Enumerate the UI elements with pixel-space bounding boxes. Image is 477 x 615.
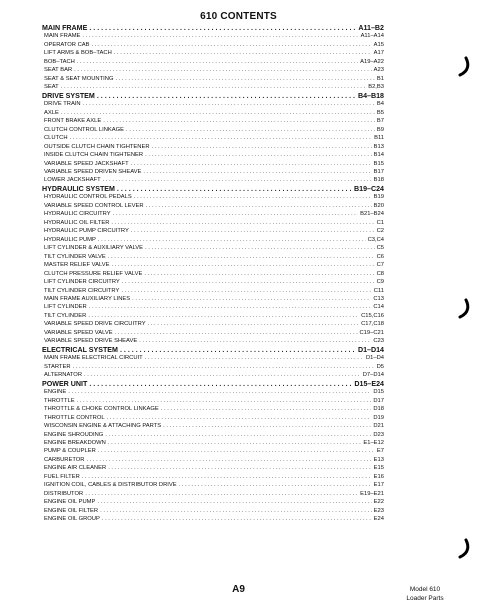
toc-entry-label: THROTTLE [44,397,75,404]
toc-page-ref: B15 [373,160,384,167]
toc-leader-dots [77,58,358,66]
toc-entry-label: TILT CYLINDER [44,312,87,319]
toc-leader-dots [74,66,372,74]
toc-entry-label: ALTERNATOR [44,372,83,379]
toc-page-ref: E22 [373,499,384,506]
toc-entry-label: CLUTCH CONTROL LINKAGE [44,126,124,133]
binding-hole-mark [457,538,471,560]
toc-page-ref: E1–E12 [363,439,384,446]
toc-page-ref: A17 [373,50,384,57]
toc-leader-dots [117,185,352,193]
toc-entry-label: HYDRAULIC CIRCUITRY [44,211,111,218]
toc-entry [42,337,384,345]
toc-leader-dots [105,431,371,439]
toc-entry-label: HYDRAULIC SYSTEM [42,184,115,193]
toc-page-ref: D17 [373,397,384,404]
toc-leader-dots [148,320,360,328]
toc-page-ref: B17 [373,168,384,175]
toc-leader-dots [179,481,372,489]
toc-page-ref: E15 [373,465,384,472]
toc-entry-label: BOB–TACH [44,58,75,65]
binding-hole-mark [457,56,471,78]
toc-entry [42,143,384,151]
toc-entry [42,405,384,413]
toc-leader-dots [70,134,373,142]
toc-entry-label: PUMP & COUPLER [44,448,96,455]
toc-entry-label: CARBURETOR [44,456,85,463]
toc-leader-dots [82,32,358,40]
toc-page-ref: C13 [373,296,384,302]
toc-page-ref: E23 [373,507,384,514]
toc-leader-dots [61,83,366,91]
toc-entry-label: LIFT CYLINDER & AUXILIARY VALVE [44,245,144,252]
toc-entry-label: ENGINE SHROUDING [44,431,104,438]
toc-entry-label: SEAT & SEAT MOUNTING [44,75,114,82]
toc-page-ref: D15–E24 [354,379,384,388]
toc-entry-label: TILT CYLINDER CIRCUITRY [44,287,120,294]
toc-page-ref: B20 [373,202,384,209]
toc-leader-dots [163,422,371,430]
toc-entry [42,439,384,447]
toc-entry-label: MAIN FRAME [42,24,88,32]
toc-entry [42,464,384,472]
toc-page-ref: B4–B18 [357,91,384,100]
toc-section-heading [42,346,384,354]
toc-page-ref: A15 [373,41,384,48]
toc-leader-dots [152,143,372,151]
toc-page-ref: B19–C24 [354,184,384,193]
toc-leader-dots [98,447,375,455]
toc-entry-label: LIFT CYLINDER CIRCUITRY [44,279,120,286]
toc-leader-dots [139,337,371,345]
toc-entry-label: FUEL FILTER [44,473,80,480]
toc-entry [42,75,384,83]
toc-entry-label: ENGINE BREAKDOWN [44,439,106,446]
toc-entry-label: POWER UNIT [42,379,88,388]
toc-entry-label: ENGINE OIL GROUP [44,516,100,523]
toc-entry [42,41,384,49]
toc-entry-label: INSIDE CLUTCH CHAIN TIGHTENER [44,152,144,159]
toc-entry-label: FRONT BRAKE AXLE [44,118,102,125]
toc-leader-dots [113,210,359,218]
toc-entry-label: ENGINE AIR CLEANER [44,465,107,472]
toc-entry-label: VARIABLE SPEED DRIVE CIRCUITRY [44,321,146,328]
toc-entry [42,236,384,244]
toc-leader-dots [134,193,372,201]
toc-page-ref: E16 [373,473,384,480]
toc-entry-label: VARIABLE SPEED DRIVEN SHEAVE [44,168,142,175]
toc-leader-dots [145,354,364,362]
footer-model-name: Model 610 [409,586,441,593]
footer-page-number: A9 [232,584,245,595]
toc-entry-label: WISCONSIN ENGINE & ATTACHING PARTS [44,423,162,430]
toc-leader-dots [115,75,374,83]
toc-page-ref: C7 [376,262,384,269]
toc-leader-dots [77,397,372,405]
toc-entry-label: CLUTCH [44,135,68,142]
toc-entry-label: MASTER RELIEF VALVE [44,262,110,269]
toc-entry-label: HYDRAULIC OIL FILTER [44,219,110,226]
toc-leader-dots [92,41,372,49]
toc-entry [42,447,384,455]
toc-entry [42,100,384,108]
toc-page-ref: B19 [373,194,384,201]
toc-entry-label: ENGINE OIL FILTER [44,507,99,514]
toc-page-ref: D15 [373,389,384,396]
toc-entry-label: ELECTRICAL SYSTEM [42,345,118,354]
toc-entry [42,363,384,371]
toc-page-ref: E24 [373,516,384,523]
toc-page-ref: E7 [376,448,384,455]
toc-leader-dots [131,227,375,235]
toc-page-ref: D23 [373,431,384,438]
toc-page-ref: C2 [376,228,384,235]
toc-page-ref: C5 [376,245,384,252]
toc-leader-dots [103,117,375,125]
toc-page-ref: C9 [376,279,384,286]
toc-page-ref: B18 [373,177,384,184]
toc-entry [42,397,384,405]
toc-entry [42,58,384,66]
toc-entry-label: MAIN FRAME [44,33,81,40]
toc-leader-dots [145,244,375,252]
binding-hole-mark [457,298,471,320]
toc-section-heading [42,92,384,100]
toc-entry [42,202,384,210]
toc-page-ref: C23 [373,338,384,345]
toc-entry [42,371,384,379]
toc-page-ref: A23 [373,67,384,74]
toc-page-ref: B21–B24 [360,211,384,218]
toc-page-ref: D19 [373,414,384,421]
toc-entry [42,253,384,261]
toc-section-heading [42,24,384,32]
toc-leader-dots [120,346,356,354]
toc-page-ref: A19–A22 [360,58,384,65]
toc-entry-label: ENGINE OIL PUMP [44,499,96,506]
toc-page-ref: B2,B3 [368,84,384,91]
toc-entry-label: SEAT BAR [44,67,73,74]
toc-page-ref: B11 [374,135,384,142]
toc-leader-dots [121,287,371,295]
toc-entry-label: IGNITION COIL, CABLES & DISTRIBUTOR DRIVE [44,482,177,489]
toc-page-ref: B9 [376,126,384,133]
toc-entry [42,109,384,117]
toc-entry-label: MAIN FRAME ELECTRICAL CIRCUIT [44,355,143,362]
toc-page-ref: D1–D14 [357,345,384,354]
toc-page-ref: E17 [373,482,384,489]
toc-entry-label: MAIN FRAME AUXILIARY LINES [44,296,131,302]
toc-entry-label: CLUTCH PRESSURE RELIEF VALVE [44,270,143,277]
toc-leader-dots [97,498,371,506]
toc-entry [42,219,384,227]
toc-entry-label: LIFT ARMS & BOB–TACH [44,50,112,57]
toc-entry [42,320,384,328]
toc-entry [42,481,384,489]
toc-entry-label: VARIABLE SPEED VALVE [44,329,113,336]
toc-leader-dots [143,168,371,176]
toc-leader-dots [102,515,372,523]
toc-leader-dots [161,405,372,413]
toc-entry [42,422,384,430]
toc-leader-dots [114,49,372,57]
toc-leader-dots [115,329,358,337]
toc-page-ref: B7 [376,118,384,125]
toc-leader-dots [108,464,371,472]
toc-entry [42,312,384,320]
toc-entry [42,295,384,303]
toc-entry [42,168,384,176]
toc-page-ref: E13 [373,456,384,463]
footer-model-subtitle: Loader Parts [406,595,444,602]
toc-leader-dots [100,507,372,515]
toc-leader-dots [112,261,375,269]
toc-leader-dots [126,126,375,134]
toc-leader-dots [83,100,375,108]
toc-entry [42,193,384,201]
page-title: 610 CONTENTS [200,11,277,22]
toc-entry-label: SEAT [44,84,59,91]
toc-leader-dots [97,92,356,100]
toc-page-ref: C3,C4 [367,236,384,243]
toc-leader-dots [89,380,352,388]
toc-page-ref: C1 [376,219,384,226]
toc-page-ref: C11 [373,287,384,294]
toc-entry-label: ENGINE [44,389,67,396]
toc-entry [42,431,384,439]
toc-leader-dots [146,202,372,210]
toc-entry-label: VARIABLE SPEED JACKSHAFT [44,160,129,167]
toc-leader-dots [82,473,372,481]
toc-entry [42,515,384,523]
toc-section-heading [42,185,384,193]
toc-entry [42,244,384,252]
toc-entry [42,261,384,269]
toc-entry [42,270,384,278]
toc-leader-dots [144,270,374,278]
toc-page-ref: B13 [373,143,384,150]
toc-leader-dots [107,414,372,422]
toc-entry [42,210,384,218]
toc-entry [42,176,384,184]
toc-page-ref: B1 [376,75,384,82]
toc-leader-dots [132,295,371,303]
toc-page-ref: A11–B2 [358,24,384,32]
toc-leader-dots [108,439,362,447]
toc-entry [42,473,384,481]
toc-page-ref: C6 [376,253,384,260]
toc-leader-dots [61,109,375,117]
toc-entry-label: THROTTLE & CHOKE CONTROL LINKAGE [44,406,159,413]
toc-leader-dots [145,151,372,159]
toc-leader-dots [89,303,372,311]
toc-entry [42,66,384,74]
toc-entry [42,388,384,396]
toc-entry [42,151,384,159]
toc-entry-label: LOWER JACKSHAFT [44,177,101,184]
toc-entry [42,126,384,134]
toc-page-ref: D18 [373,406,384,413]
toc-entry [42,278,384,286]
toc-entry-label: TILT CYLINDER VALVE [44,253,106,260]
toc-page-ref: B14 [373,152,384,159]
toc-entry [42,160,384,168]
toc-leader-dots [98,236,366,244]
toc-leader-dots [86,456,371,464]
toc-page-ref: C15,C16 [361,312,384,319]
toc-page-ref: C8 [376,270,384,277]
toc-entry [42,32,384,40]
toc-page-ref: C14 [373,304,384,311]
toc-entry-label: OPERATOR CAB [44,41,90,48]
toc-entry-label: THROTTLE CONTROL [44,414,105,421]
toc-entry [42,287,384,295]
toc-entry-label: VARIABLE SPEED DRIVE SHEAVE [44,338,138,345]
toc-leader-dots [108,253,375,261]
toc-leader-dots [68,388,371,396]
toc-leader-dots [84,371,361,379]
toc-page-ref: C19–C21 [359,329,384,336]
toc-page-ref: C17,C18 [361,321,384,328]
toc-leader-dots [88,312,359,320]
toc-entry [42,498,384,506]
toc-entry-label: AXLE [44,109,59,116]
toc-entry-label: DRIVE TRAIN [44,101,81,108]
toc-section-heading [42,380,384,388]
toc-entry-label: OUTSIDE CLUTCH CHAIN TIGHTENER [44,143,150,150]
toc-page-ref: D7–D14 [362,372,384,379]
toc-entry-label: HYDRAULIC PUMP CIRCUITRY [44,228,129,235]
toc-entry [42,117,384,125]
toc-entry [42,329,384,337]
toc-entry [42,414,384,422]
toc-entry [42,456,384,464]
toc-entry-label: HYDRAULIC PUMP [44,236,96,243]
toc-leader-dots [103,176,372,184]
toc-leader-dots [73,363,375,371]
toc-entry [42,303,384,311]
toc-entry [42,134,384,142]
toc-entry-label: LIFT CYLINDER [44,304,87,311]
toc-leader-dots [85,490,358,498]
toc-entry [42,83,384,91]
toc-page-ref: B4 [376,101,384,108]
toc-entry [42,227,384,235]
toc-page-ref: A11–A14 [360,33,384,40]
toc-leader-dots [89,24,356,32]
toc-entry-label: DRIVE SYSTEM [42,91,95,100]
toc-leader-dots [111,219,374,227]
toc-entry-label: HYDRAULIC CONTROL PEDALS [44,194,132,201]
toc-entry [42,49,384,57]
toc-page-ref: D5 [376,363,384,370]
toc-page-ref: E19–E21 [360,490,384,497]
toc-entry-label: STARTER [44,363,71,370]
table-of-contents [42,24,384,524]
toc-page-ref: B5 [376,109,384,116]
toc-entry [42,507,384,515]
toc-leader-dots [131,160,372,168]
footer-model-info [395,585,455,603]
toc-entry-label: DISTRIBUTOR [44,490,84,497]
toc-leader-dots [122,278,375,286]
toc-page-ref: D1–D4 [365,355,384,362]
toc-entry [42,354,384,362]
toc-entry-label: VARIABLE SPEED CONTROL LEVER [44,202,144,209]
toc-page-ref: D21 [373,423,384,430]
toc-entry [42,490,384,498]
